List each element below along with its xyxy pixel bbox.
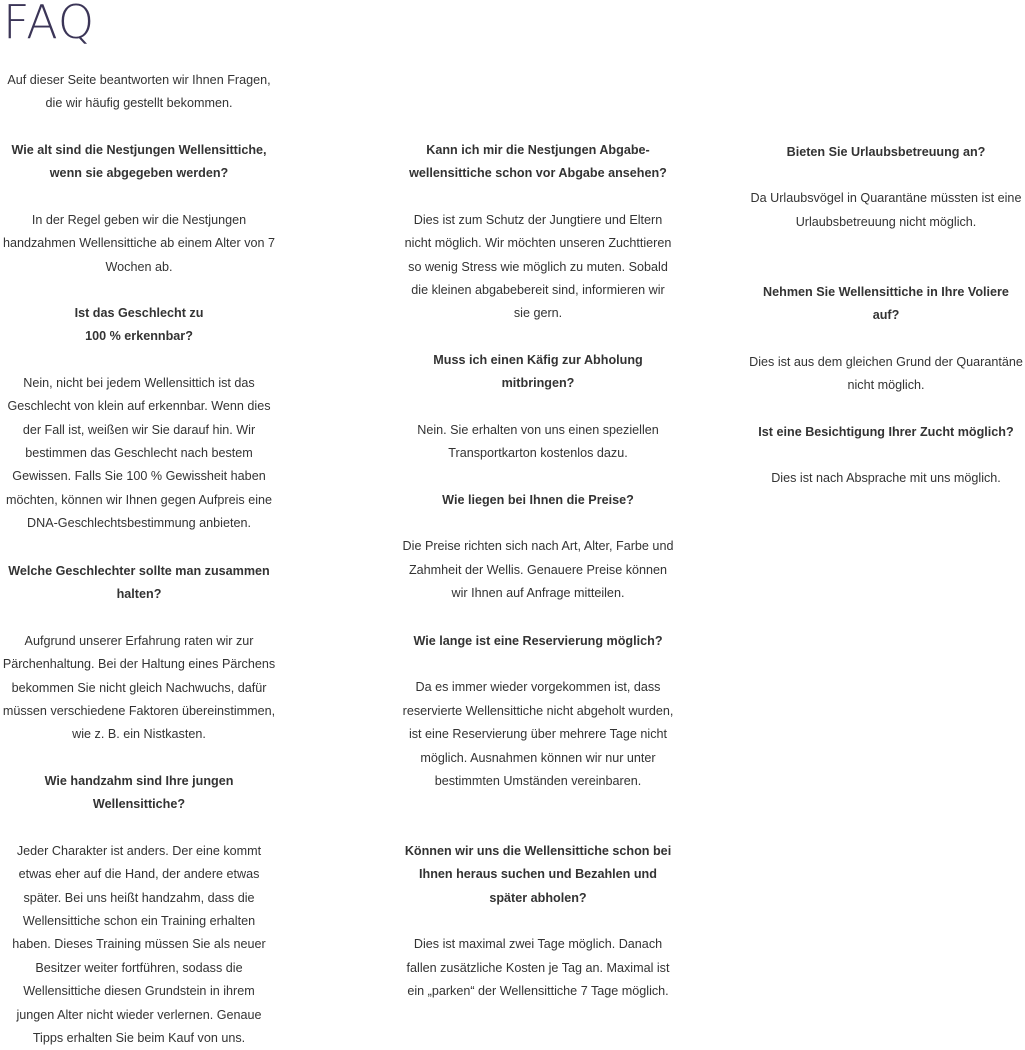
faq-column-2-item-2 [393,349,683,466]
faq-column-2-item-5 [393,840,683,1003]
faq-column-1-item-4 [0,770,282,1050]
faq-column-1 [0,69,282,116]
faq-answer: Jeder Charakter ist anders. Der eine kommt etwas eher auf die Hand, der andere etwas später. Bei uns heißt handzahm, dass die Wellensittiche schon ein Training erhalten haben. Dieses Training müssen Sie als neuer Besitzer weiter fortführen, sodass die Wellensittiche diesen Grundstein in ihrem jungen Alter nicht wieder verlernen. Genaue Tipps erhalten Sie beim Kauf von uns. [12,843,266,1046]
faq-answer: In der Regel geben wir die Nestjungen handzahmen Wellensittiche ab einem Alter von 7 Wochen ab. [2,212,276,274]
faq-question: Ist das Geschlecht zu 100 % erkennbar? [74,306,204,344]
faq-answer: Die Preise richten sich nach Art, Alter, Farbe und Zahmheit der Wellis. Genauere Preise können wir Ihnen auf Anfrage mitteilen. [402,539,674,601]
faq-question: Wie handzahm sind Ihre jungen Wellensittiche? [44,774,234,812]
faq-column-2-item-3 [393,489,683,606]
faq-question: Können wir uns die Wellensittiche schon bei Ihnen heraus suchen und Bezahlen und später abholen? [404,844,672,905]
faq-column-2-item-1 [393,139,683,326]
faq-question: Wie lange ist eine Reservierung möglich? [413,634,663,648]
faq-column-3-item-3 [742,421,1025,491]
faq-column-1-item-1 [0,139,282,279]
faq-question: Bieten Sie Urlaubsbetreuung an? [786,145,986,159]
faq-column-3-item-1 [742,141,1025,234]
faq-answer: Dies ist nach Absprache mit uns möglich. [771,471,1001,486]
intro-text: Auf dieser Seite beantworten wir Ihnen Fragen, die wir häufig gestellt bekommen. [7,73,271,111]
faq-question: Muss ich einen Käfig zur Abholung mitbringen? [433,353,643,391]
faq-answer: Aufgrund unserer Erfahrung raten wir zur Pärchenhaltung. Bei der Haltung eines Pärchens bekommen Sie nicht gleich Nachwuchs, dafür müssen verschiedene Faktoren übereinstimmen, wie z. B. ein Nistkasten. [2,633,276,742]
faq-question: Kann ich mir die Nestjungen Abgabe- wellensittiche schon vor Abgabe ansehen? [409,143,667,181]
faq-answer: Dies ist zum Schutz der Jungtiere und Eltern nicht möglich. Wir möchten unseren Zuchttieren so wenig Stress wie möglich zu muten. Sobald die kleinen abgabebereit sind, informieren wir sie gern. [404,212,672,321]
faq-column-2-item-4 [393,630,683,793]
faq-answer: Nein. Sie erhalten von uns einen speziellen Transportkarton kostenlos dazu. [417,422,659,461]
faq-question: Nehmen Sie Wellensittiche in Ihre Voliere auf? [763,285,1009,323]
faq-question: Welche Geschlechter sollte man zusammen halten? [8,564,270,602]
faq-column-3-item-2 [742,281,1025,398]
faq-question: Wie alt sind die Nestjungen Wellensittiche, wenn sie abgegeben werden? [11,143,267,181]
faq-answer: Da es immer wieder vorgekommen ist, dass reservierte Wellensittiche nicht abgeholt wurden, ist eine Reservierung über mehrere Tage nicht möglich. Ausnahmen können wir nur unter bestimmten Umständen vereinbaren. [402,680,674,789]
faq-column-1-item-2 [0,302,282,536]
faq-answer: Nein, nicht bei jedem Wellensittich ist das Geschlecht von klein auf erkennbar. Wenn dies der Fall ist, weißen wir Sie darauf hin. Wir bestimmen das Geschlecht nach bestem Gewissen. Falls Sie 100 % Gewissheit haben möchten, können wir Ihnen gegen Aufpreis eine DNA-Geschlechtsbestimmung anbieten. [5,375,273,531]
faq-answer: Dies ist aus dem gleichen Grund der Quarantäne nicht möglich. [749,354,1023,393]
faq-column-1-item-3 [0,560,282,747]
page-title: FAQ [3,0,96,49]
faq-answer: Da Urlaubsvögel in Quarantäne müssten ist eine Urlaubsbetreuung nicht möglich. [750,191,1022,229]
faq-question: Ist eine Besichtigung Ihrer Zucht möglich? [758,425,1014,439]
faq-question: Wie liegen bei Ihnen die Preise? [442,493,634,507]
faq-answer: Dies ist maximal zwei Tage möglich. Danach fallen zusätzliche Kosten je Tag an. Maximal ist ein „parken“ der Wellensittiche 7 Tage möglich. [406,937,670,999]
